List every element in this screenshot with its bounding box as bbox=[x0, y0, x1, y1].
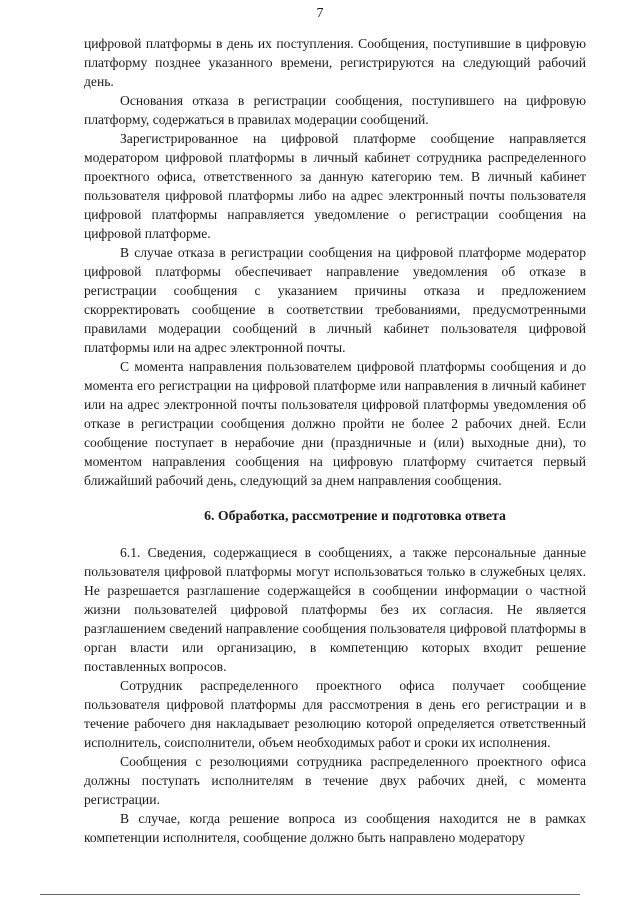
paragraph-continuation: цифровой платформы в день их поступления. Сообщения, поступившие в цифровую платформу позднее указанного времени, регистрируются на следующий рабочий день. bbox=[84, 36, 586, 89]
paragraph: Основания отказа в регистрации сообщения, поступившего на цифровую платформу, содержаться в правилах модерации сообщений. bbox=[84, 93, 586, 127]
paragraph: В случае отказа в регистрации сообщения на цифровой платформе модератор цифровой платформы обеспечивает направление уведомления об отказе в регистрации сообщения с указанием причины отказа и предложением скорректировать сообщение в соответствии требованиями, предусмотренными правилами модерации сообщений в личный кабинет пользователя цифровой платформы или на адрес электронной почты. bbox=[84, 245, 586, 355]
paragraph: Сотрудник распределенного проектного офиса получает сообщение пользователя цифровой платформы для рассмотрения в день его регистрации и в течение рабочего дня накладывает резолюцию которой определяется ответственный исполнитель, соисполнители, объем необходимых работ и сроки их исполнения. bbox=[84, 678, 586, 750]
paragraph: Сообщения с резолюциями сотрудника распределенного проектного офиса должны поступать исполнителям в течение двух рабочих дней, с момента регистрации. bbox=[84, 754, 586, 807]
section-heading: 6. Обработка, рассмотрение и подготовка ответа bbox=[204, 508, 506, 523]
paragraph: С момента направления пользователем цифровой платформы сообщения и до момента его регистрации на цифровой платформе или направления в личный кабинет или на адрес электронной почты пользователя цифровой платформы уведомления об отказе в регистрации сообщения должно пройти не более 2 рабочих дней. Если сообщение поступает в нерабочие дни (праздничные и (или) выходные дни), то моментом направления сообщения на цифровую платформу считается первый ближайший рабочий день, следующий за днем направления сообщения. bbox=[84, 359, 586, 488]
document-body bbox=[84, 34, 586, 847]
paragraph: Зарегистрированное на цифровой платформе сообщение направляется модератором цифровой платформы в личный кабинет сотрудника распределенного проектного офиса, ответственного за данную категорию тем. В личный кабинет пользователя цифровой платформы либо на адрес электронный почты пользователя цифровой платформы направляется уведомление о регистрации сообщения на цифровой платформе. bbox=[84, 131, 586, 241]
page-edge-line bbox=[40, 894, 580, 895]
paragraph: В случае, когда решение вопроса из сообщения находится не в рамках компетенции исполнителя, сообщение должно быть направлено модератору bbox=[84, 811, 586, 845]
page-number: 7 bbox=[316, 6, 324, 21]
paragraph: 6.1. Сведения, содержащиеся в сообщениях, а также персональные данные пользователя цифровой платформы могут использоваться только в служебных целях. Не разрешается разглашение содержащейся в сообщении информации о частной жизни пользователей цифровой платформы без их согласия. Не является разглашением сведений направление сообщения пользователя цифровой платформы в орган власти или организацию, в компетенцию которых входит решение поставленных вопросов. bbox=[84, 545, 586, 674]
